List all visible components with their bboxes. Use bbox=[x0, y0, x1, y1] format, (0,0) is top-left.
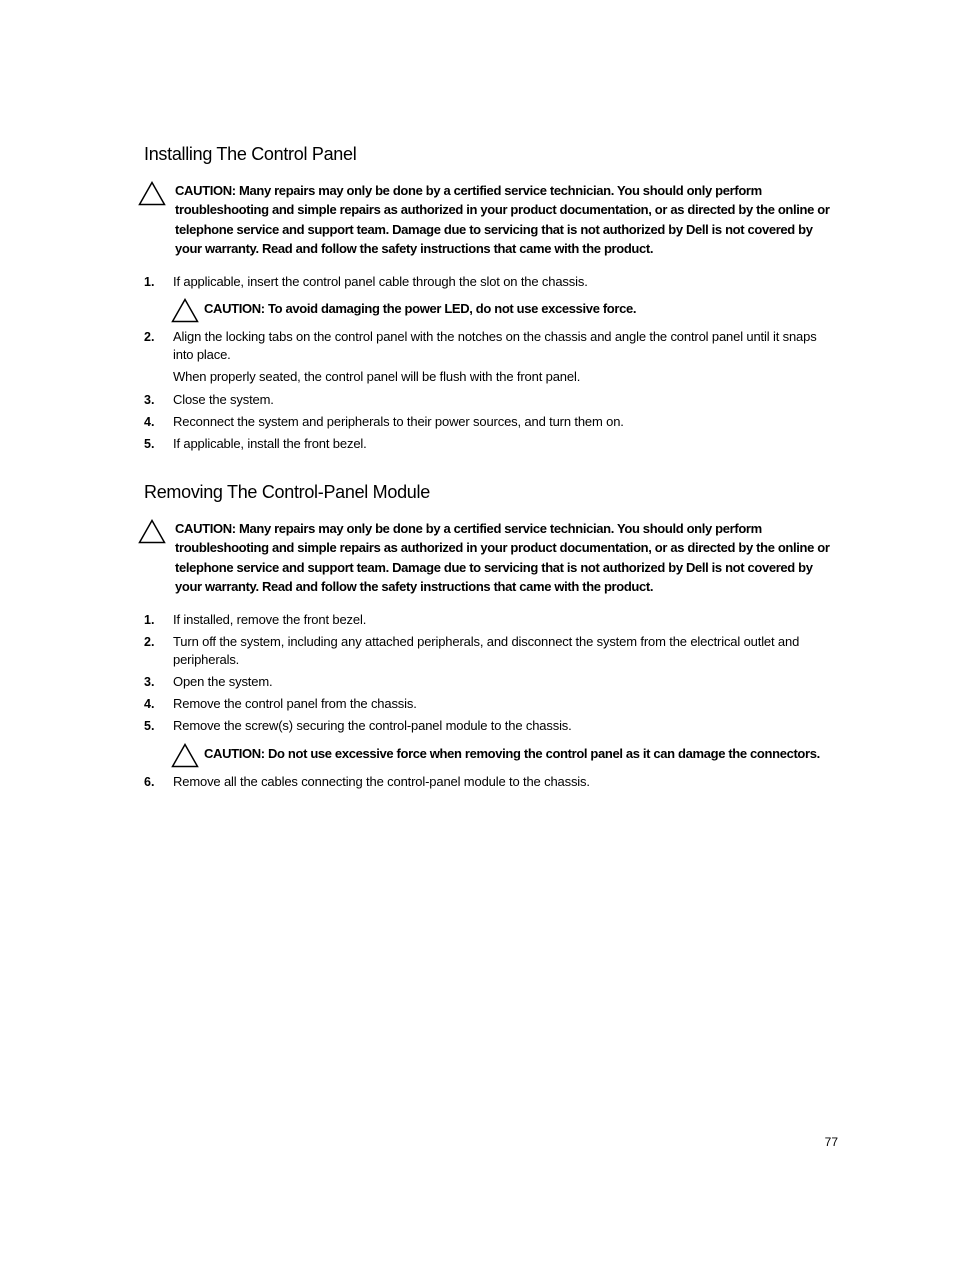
step-number: 5. bbox=[144, 437, 155, 451]
step-text: If installed, remove the front bezel. bbox=[173, 612, 367, 627]
caution-triangle-icon bbox=[138, 519, 166, 544]
inline-caution-text: CAUTION: To avoid damaging the power LED, do not use excessive force. bbox=[204, 301, 637, 316]
step-text: If applicable, insert the control panel cable through the slot on the chassis. bbox=[173, 274, 588, 289]
step-number: 6. bbox=[144, 775, 155, 789]
step-note: When properly seated, the control panel will be flush with the front panel. bbox=[173, 369, 581, 384]
step-number: 4. bbox=[144, 415, 155, 429]
caution-block bbox=[138, 519, 838, 599]
step-text: Reconnect the system and peripherals to their power sources, and turn them on. bbox=[173, 414, 624, 429]
step-number: 1. bbox=[144, 613, 155, 627]
section-title-installing: Installing The Control Panel bbox=[144, 144, 357, 164]
step-number: 2. bbox=[144, 330, 155, 344]
step-text: Align the locking tabs on the control panel with the notches on the chassis and angle the control panel until it snaps into place. bbox=[173, 329, 817, 362]
step-number: 5. bbox=[144, 719, 155, 733]
section-title-removing: Removing The Control-Panel Module bbox=[144, 482, 430, 502]
caution-triangle-icon bbox=[171, 298, 199, 323]
step-text: If applicable, install the front bezel. bbox=[173, 436, 367, 451]
step-text: Open the system. bbox=[173, 674, 273, 689]
caution-triangle-icon bbox=[138, 181, 166, 206]
caution-text: CAUTION: Many repairs may only be done by a certified service technician. You should only perform troubleshooting and simple repairs as authorized in your product documentation, or as directed by the online or telephone service and support team. Damage due to servicing that is not authorized by Dell is not covered by your warranty. Read and follow the safety instructions that came with the product. bbox=[175, 183, 830, 256]
page-number: 77 bbox=[824, 1135, 838, 1149]
step-number: 2. bbox=[144, 635, 155, 649]
caution-text: CAUTION: Many repairs may only be done by a certified service technician. You should only perform troubleshooting and simple repairs as authorized in your product documentation, or as directed by the online or telephone service and support team. Damage due to servicing that is not authorized by Dell is not covered by your warranty. Read and follow the safety instructions that came with the product. bbox=[175, 521, 830, 594]
step-number: 4. bbox=[144, 697, 155, 711]
inline-caution-text: CAUTION: Do not use excessive force when removing the control panel as it can damage the connectors. bbox=[204, 746, 820, 761]
step-number: 3. bbox=[144, 393, 155, 407]
caution-block bbox=[138, 181, 838, 261]
list-item bbox=[144, 633, 834, 669]
inline-caution bbox=[171, 743, 841, 769]
step-number: 1. bbox=[144, 275, 155, 289]
caution-triangle-icon bbox=[171, 743, 199, 768]
inline-caution bbox=[171, 298, 841, 324]
step-text: Remove all the cables connecting the control-panel module to the chassis. bbox=[173, 774, 590, 789]
step-text: Remove the screw(s) securing the control-panel module to the chassis. bbox=[173, 718, 572, 733]
step-text: Turn off the system, including any attached peripherals, and disconnect the system from the electrical outlet and peripherals. bbox=[173, 634, 800, 667]
step-number: 3. bbox=[144, 675, 155, 689]
step-text: Close the system. bbox=[173, 392, 274, 407]
step-text: Remove the control panel from the chassis. bbox=[173, 696, 417, 711]
list-item bbox=[144, 328, 834, 364]
